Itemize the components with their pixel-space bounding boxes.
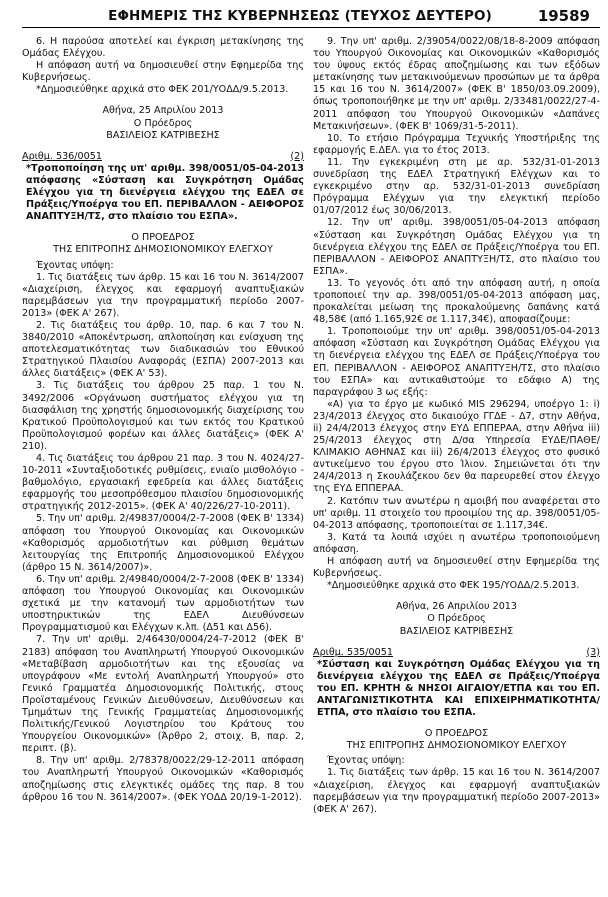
- authority-line-1: Ο ΠΡΟΕΔΡΟΣ: [131, 232, 195, 244]
- list-item: 4. Τις διατάξεις του άρθρου 21 παρ. 3 του Ν. 4024/27-10-2011 «Συνταξιοδοτικές ρυθμίσεις, ενιαίο μισθολόγιο - βαθμολόγιο, εργασιακή εφεδρεία και άλλες διατάξεις εφαρμογής του μεσοπρόθεσμου πλαισίου δημοσιονομικής στρατηγικής 2012-2015». (ΦΕΚ Α' 40/226/27-10-2011).: [22, 453, 304, 513]
- place-date: Αθήνα, 26 Απριλίου 2013: [395, 601, 518, 613]
- list-item: 11. Την εγκεκριμένη στη με αρ. 532/31-01-2013 συνεδρίαση της ΕΔΕΛ Στρατηγική Ελέγχων και το εγκεκριμένο στην αρ. 532/31-01-2013 συνεδρίαση Πρόγραμμα Ελέγχων για την ελεγκτική περίοδο 01/07/2012 έως 30/06/2013.: [313, 156, 600, 217]
- right-column: [313, 36, 600, 816]
- authority-line-2: ΤΗΣ ΕΠΙΤΡΟΠΗΣ ΔΗΜΟΣΙΟΝΟΜΙΚΟΥ ΕΛΕΓΧΟΥ: [53, 244, 273, 256]
- authority-line-2: ΤΗΣ ΕΠΙΤΡΟΠΗΣ ΔΗΜΟΣΙΟΝΟΜΙΚΟΥ ΕΛΕΓΧΟΥ: [346, 740, 567, 752]
- paragraph: 6. Η παρούσα αποτελεί και έγκριση μετακίνησης της Ομάδας Ελέγχου.: [22, 36, 304, 60]
- list-item: 6. Την υπ' αριθμ. 2/49840/0004/2-7-2008 (ΦΕΚ Β' 1334) απόφαση του Υπουργού Οικονομίας και Οικονομικών σχετικά με την κατανομή των αρμοδιοτήτων των υποστηρικτικών της ΕΔΕΛ Διευθύνσεων Προγραμματισμού και Ελέγχων κ.λπ. (Δ51 και Δ56).: [22, 573, 304, 634]
- decision-number: Αριθμ. 535/0051: [313, 646, 393, 658]
- left-column: [22, 36, 304, 804]
- having-regard: Έχοντας υπόψη:: [327, 755, 405, 767]
- page-header: [0, 6, 600, 26]
- list-item: 3. Κατά τα λοιπά ισχύει η ανωτέρω τροποποιούμενη απόφαση.: [313, 531, 600, 555]
- signer-name: ΒΑΣΙΛΕΙΟΣ ΚΑΤΡΙΒΕΣΗΣ: [106, 129, 220, 141]
- list-item: 3. Τις διατάξεις του άρθρου 25 παρ. 1 του Ν. 3492/2006 «Οργάνωση συστήματος ελέγχου για τη διασφάλιση της χρηστής δημοσιονομικής διαχείρισης του Κρατικού Προϋπολογισμού και των εκτός του Κρατικού Προϋπολογισμού φορέων και άλλες διατάξεις» (ΦΕΚ Α' 210).: [22, 380, 304, 452]
- list-item: 7. Την υπ' αριθμ. 2/46430/0004/24-7-2012 (ΦΕΚ Β' 2183) απόφαση του Αναπληρωτή Υπουργού Οικονομικών «Μεταβίβαση αρμοδιοτήτων και της εξουσίας να υπογράφουν «Με εντολή Αναπληρωτή Υπουργού» στο Γενικό Γραμματέα Δημοσιονομικής Πολιτικής, στους Προϊσταμένους Γενικών Διευθύνσεων, Διευθύνσεων και Τμημάτων της Γενικής Γραμματείας Δημοσιονομικής Πολιτικής/Γενικού Λογιστηρίου του Κράτους του Υπουργείου Οικονομικών» (Άρθρο 2, στοιχ. Β, παρ. 2, περιπτ. (β).: [22, 634, 304, 755]
- decision-header: [22, 151, 304, 163]
- list-item: 1. Τις διατάξεις των άρθρ. 15 και 16 του Ν. 3614/2007 «Διαχείριση, έλεγχος και εφαρμογή αναπτυξιακών παρεμβάσεων για την προγραμματική περίοδο 2007-2013» (ΦΕΚ Α' 267).: [22, 271, 304, 319]
- decision-title: *Τροποποίηση της υπ' αριθμ. 398/0051/05-04-2013 απόφασης «Σύσταση και Συγκρότηση Ομάδας Ελέγχου για τη διενέργεια ελέγχου της ΕΔΕΛ σε Πράξεις/Υπoέργα του ΕΠ. ΠΕΡΙΒΑΛΛΟΝ - ΑΕΙΦΟΡΟΣ ΑΝΑΠΤΥΞΗ/ΤΣ, στο πλαίσιο του ΕΣΠΑ».: [26, 162, 304, 223]
- list-item: 5. Την υπ' αριθμ. 2/49837/0004/2-7-2008 (ΦΕΚ Β' 1334) απόφαση του Υπουργού Οικονομίας και Οικονομικών «Καθορισμός αρμοδιοτήτων και ρύθμιση θεμάτων λειτουργίας της Επιτροπής Δημοσιονομικού Ελέγχου (άρθρο 15 Ν. 3614/2007)».: [22, 513, 304, 573]
- publication-note: *Δημοσιεύθηκε αρχικά στο ΦΕΚ 201/ΥΟΔΔ/9.5.2013.: [36, 84, 289, 96]
- decision-number: Αριθμ. 536/0051: [22, 150, 102, 162]
- list-item: 13. Το γεγονός ότι από την απόφαση αυτή, η οποία τροποποιεί την αρ. 398/0051/05-04-2013 απόφαση μας, προκαλείται μείωση της προκαλούμενης δαπάνης κατά 48,58€ (από 1.165,92€ σε 1.117,34€), αποφασίζουμε:: [313, 277, 600, 326]
- signer-title: Ο Πρόεδρος: [427, 613, 486, 625]
- publication-note: *Δημοσιεύθηκε αρχικά στο ΦΕΚ 195/ΥΟΔΔ/2.5.2013.: [327, 580, 580, 592]
- decision-title: *Σύσταση και Συγκρότηση Ομάδας Ελέγχου για τη διενέργεια ελέγχου της ΕΔΕΛ σε Πράξεις/Υποέργα του ΕΠ. ΚΡΗΤΗ & ΝΗΣΟΙ ΑΙΓΑΙΟΥ/ΕΤΠΑ και του ΕΠ. ΑΝΤΑΓΩΝΙΣΤΙΚΟΤΗΤΑ ΚΑΙ ΕΠΙΧΕΙΡΗΜΑΤΙΚΟΤΗΤΑ/ΕΤΠΑ, στο πλαίσιο του ΕΣΠΑ.: [317, 658, 600, 719]
- list-item: 10. Το ετήσιο Πρόγραμμα Τεχνικής Υποστήριξης της εφαρμογής Ε.ΔΕΛ. για το έτος 2013.: [313, 132, 600, 156]
- authority-line-1: Ο ΠΡΟΕΔΡΟΣ: [424, 728, 489, 740]
- list-item: 12. Την υπ' αριθμ. 398/0051/05-04-2013 απόφαση «Σύσταση και Συγκρότηση Ομάδας Ελέγχου για τη διενέργεια ελέγχου της ΕΔΕΛ σε Πράξεις/Υποέργα του ΕΠ. ΠΕΡΙΒΑΛΛΟΝ - ΑΕΙΦΟΡΟΣ ΑΝΑΠΤΥΞΗ/ΤΣ, στο πλαίσιο του ΕΣΠΑ».: [313, 217, 600, 277]
- list-item: 2. Κατόπιν των ανωτέρω η αμοιβή που αναφέρεται στο υπ' αριθμ. 11 στοιχείο του προοιμίου της αρ. 398/0051/05-04-2013 απόφασης, τροποποιείται σε 1.117,34€.: [313, 495, 600, 531]
- list-item: 2. Τις διατάξεις του άρθρ. 10, παρ. 6 και 7 του Ν. 3840/2010 «Αποκέντρωση, απλοποίηση και ενίσχυση της αποτελεσματικότητας των διαδικασιών του Εθνικού Στρατηγικού Πλαισίου Αναφοράς (ΕΣΠΑ) 2007-2013 και άλλες διατάξεις» (ΦΕΚ Α' 53).: [22, 319, 304, 380]
- page-number: 19589: [537, 7, 590, 25]
- place-date: Αθήνα, 25 Απριλίου 2013: [102, 105, 224, 117]
- paragraph: Η απόφαση αυτή να δημοσιευθεί στην Εφημερίδα της Κυβερνήσεως.: [313, 556, 600, 580]
- decision-header: [313, 647, 600, 659]
- list-item: 1. Τροποποιούμε την υπ' αριθμ. 398/0051/05-04-2013 απόφαση «Σύσταση και Συγκρότηση Ομάδας Ελέγχου για τη διενέργεια ελέγχου της ΕΔΕΛ σε Πράξεις/Υποέργα του ΕΠ. ΠΕΡΙΒΑΛΛΟΝ - ΑΕΙΦΟΡΟΣ ΑΝΑΠΤΥΞΗ/ΤΣ, στο πλαίσιο του ΕΣΠΑ» και αντικαθιστούμε το εδάφιο Α) της παραγράφου 3 ως εξής:: [313, 326, 600, 398]
- list-item: 1. Τις διατάξεις των άρθρ. 15 και 16 του Ν. 3614/2007 «Διαχείριση, έλεγχος και εφαρμογή αναπτυξιακών παρεμβάσεων για την προγραμματική περίοδο 2007-2013» (ΦΕΚ Α' 267).: [313, 767, 600, 815]
- signer-title: Ο Πρόεδρος: [133, 117, 193, 129]
- header-rule: [22, 27, 600, 28]
- list-item: 9. Την υπ' αριθμ. 2/39054/0022/08/18-8-2009 απόφαση του Υπουργού Οικονομίας και Οικονομικών «Καθορισμός του ύψους εκτός έδρας αποζημίωσης και των εξόδων μετακίνησης των μετακινούμενων προσώπων με τα άρθρα 15 και 16 του Ν. 3614/2007» (ΦΕΚ Β' 1850/03.09.2009), όπως τροποποιήθηκε με την υπ' αριθμ. 2/33481/0022/27-4-2011 απόφαση του Υπουργού Οικονομικών «Δαπάνες Μετακινήσεων». (ΦΕΚ Β' 1069/31-5-2011).: [313, 36, 600, 132]
- gazette-title: ΕΦΗΜΕΡΙΣ ΤΗΣ ΚΥΒΕΡΝΗΣΕΩΣ (ΤΕΥΧΟΣ ΔΕΥΤΕΡΟ): [108, 8, 492, 24]
- decision-index: (3): [586, 646, 600, 658]
- having-regard: Έχοντας υπόψη:: [36, 259, 114, 271]
- decision-index: (2): [290, 150, 304, 162]
- list-item: «Α) για το έργο με κωδικό MIS 296294, υποέργο 1: i) 23/4/2013 έλεγχος στο δικαιούχο ΓΓΔΕ - Δ7, στην Αθήνα, ii) 24/4/2013 έλεγχος στην ΕΥΔ ΕΠΠΕΡΑΑ, στην Αθήνα iii) 25/4/2013 έλεγχος στη Δ/σα Υπηρεσία ΕΥΔΕ/ΠΑΘΕ/ΚΛΙΜΑΚΙΟ ΑΘΗΝΑΣ και iii) 26/4/2013 έλεγχος στο φυσικό αντικείμενο του έργου στο Ίλιον. Σημειώνεται ότι την 24/4/2013 η Σκουλάζεκου δεν θα παρευρεθεί στον έλεγχο της ΕΥΔ ΕΠΠΕΡΑΑ.: [313, 398, 600, 495]
- paragraph: Η απόφαση αυτή να δημοσιευθεί στην Εφημερίδα της Κυβερνήσεως.: [22, 60, 304, 84]
- list-item: 8. Την υπ' αριθμ. 2/78378/0022/29-12-2011 απόφαση του Αναπληρωτή Υπουργού Οικονομικών «Καθορισμός αποζημίωσης στις ελεγκτικές ομάδες της παρ. 8 του άρθρου 16 του Ν. 3614/2007». (ΦΕΚ ΥΟΔΔ 20/19-1-2012).: [22, 755, 304, 803]
- signer-name: ΒΑΣΙΛΕΙΟΣ ΚΑΤΡΙΒΕΣΗΣ: [399, 625, 514, 637]
